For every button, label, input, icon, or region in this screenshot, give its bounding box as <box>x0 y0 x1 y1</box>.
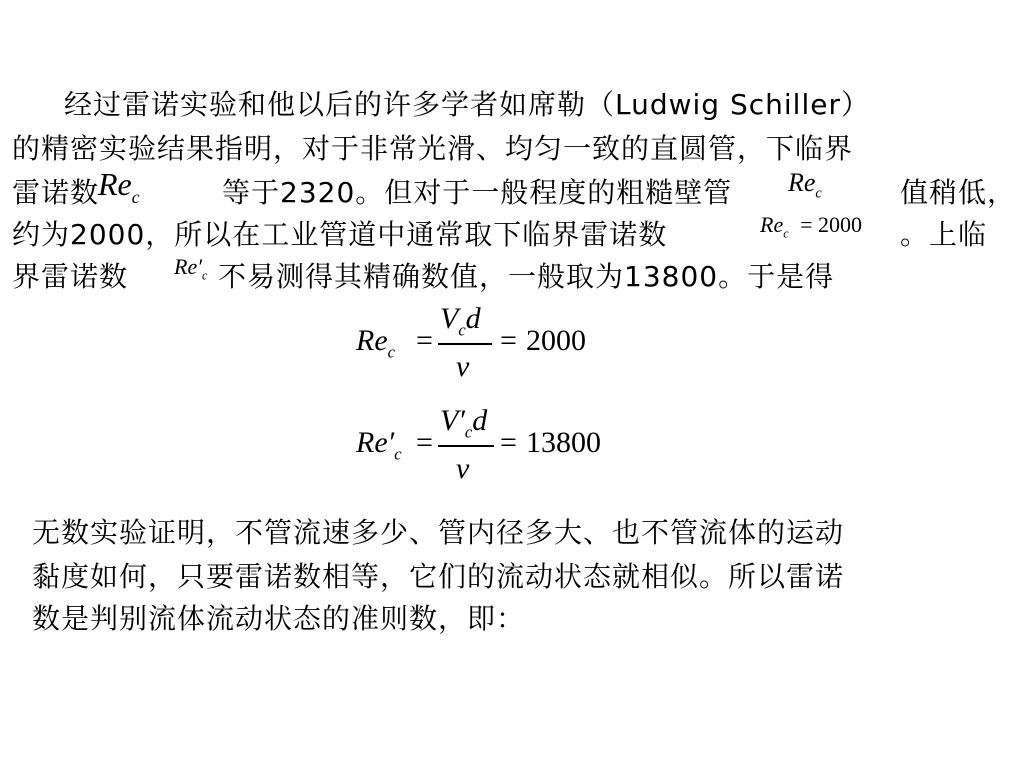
paragraph-2-line-2: 黏度如何，只要雷诺数相等，它们的流动状态就相似。所以雷诺 <box>32 560 845 593</box>
re-symbol: Re <box>98 166 132 202</box>
formula-rec-2000 <box>356 300 656 396</box>
subscript-c: c <box>202 268 208 283</box>
paragraph-1-line-4a: 约为2000，所以在工业管道中通常取下临界雷诺数 <box>12 218 668 251</box>
paragraph-1-line-5b: 不易测得其精确数值，一般取为13800。于是得 <box>218 260 835 293</box>
prime-symbol: ′ <box>197 254 203 279</box>
re-symbol: Re <box>356 324 388 357</box>
subscript-c: c <box>783 226 789 241</box>
equals-sign: = <box>500 324 517 357</box>
paragraph-1-line-5a: 界雷诺数 <box>12 260 129 293</box>
subscript-c: c <box>815 185 822 202</box>
v-symbol: V <box>440 302 459 335</box>
d-symbol: d <box>472 404 488 437</box>
subscript-c: c <box>387 342 395 362</box>
formula-rec-prime-13800 <box>356 402 676 498</box>
re-symbol: Re <box>356 426 388 459</box>
subscript-c: c <box>464 422 473 442</box>
equals-sign: = <box>500 426 517 459</box>
math-re-c-large <box>98 166 140 208</box>
formula-2-lhs <box>356 426 402 464</box>
value-13800: 13800 <box>526 426 601 459</box>
paragraph-1-line-3a: 雷诺数 <box>12 176 100 209</box>
paragraph-2-line-1: 无数实验证明，不管流速多少、管内径多大、也不管流体的运动 <box>32 516 845 549</box>
paragraph-1-line-4b: 。上临 <box>900 218 988 251</box>
subscript-c: c <box>131 186 140 207</box>
formula-1-numerator <box>440 302 481 340</box>
formula-1-lhs <box>356 324 395 362</box>
equals-sign: = <box>416 426 433 459</box>
paragraph-1-line-3c: 值稍低， <box>900 176 1017 209</box>
equals-sign: = <box>416 324 433 357</box>
v-symbol: V <box>440 404 459 437</box>
nu-symbol: ν <box>456 350 470 383</box>
formula-2-numerator <box>440 404 487 442</box>
fraction-bar <box>438 343 492 345</box>
subscript-c: c <box>458 320 466 340</box>
paragraph-1-line-2: 的精密实验结果指明，对于非常光滑、均匀一致的直圆管，下临界 <box>12 132 854 165</box>
nu-symbol: ν <box>456 452 470 485</box>
math-re-c-small <box>788 168 822 202</box>
re-symbol: Re <box>174 254 198 279</box>
math-inline-rec-2000 <box>760 212 862 241</box>
paragraph-2-line-3: 数是判别流体流动状态的准则数，即： <box>32 602 526 635</box>
paragraph-1-line-3b: 等于2320。但对于一般程度的粗糙壁管 <box>222 176 733 209</box>
inline-eq-2000: = 2000 <box>800 212 862 237</box>
paragraph-1-line-1: 经过雷诺实验和他以后的许多学者如席勒（Ludwig Schiller） <box>64 88 870 121</box>
math-re-c-prime <box>174 254 207 283</box>
re-symbol: Re <box>760 212 784 237</box>
prime-symbol: ′ <box>458 404 465 437</box>
value-2000: 2000 <box>526 324 586 357</box>
fraction-bar <box>438 445 494 447</box>
subscript-c: c <box>394 444 402 464</box>
d-symbol: d <box>465 302 481 335</box>
prime-symbol: ′ <box>387 426 395 459</box>
re-symbol: Re <box>788 168 816 197</box>
